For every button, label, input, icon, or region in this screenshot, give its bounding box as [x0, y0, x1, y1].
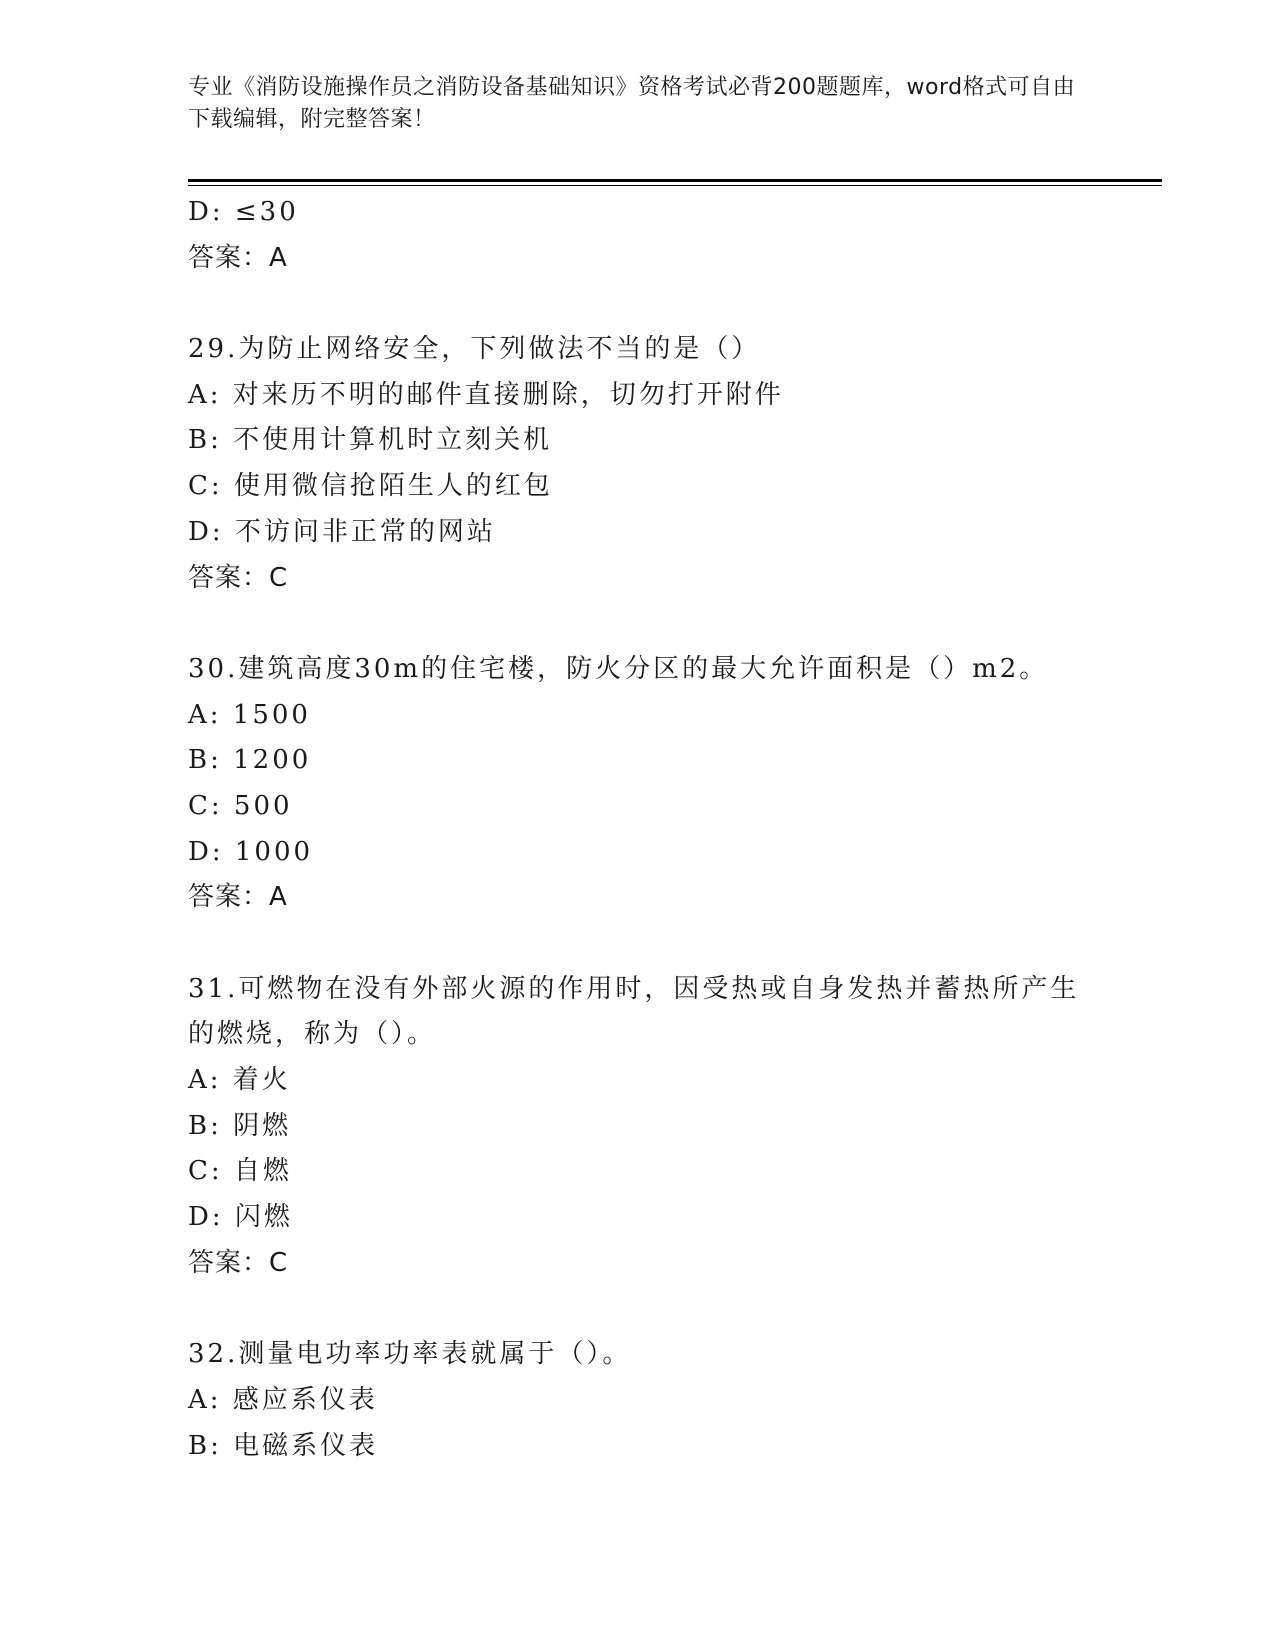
option-b: B: 阴燃: [188, 1110, 292, 1141]
lead-answer: 答案：A: [188, 242, 288, 273]
option-b: B: 1200: [188, 745, 312, 776]
option-a: A: 对来历不明的邮件直接删除，切勿打开附件: [188, 379, 784, 410]
question-stem: 30.建筑高度30m的住宅楼，防火分区的最大允许面积是（）m2。: [188, 653, 1049, 684]
option-a: A: 1500: [188, 699, 311, 730]
question-content: [188, 190, 1088, 1469]
question-stem: 32.测量电功率功率表就属于（）。: [188, 1339, 632, 1370]
lead-option-d: D: ≤30: [188, 197, 299, 227]
option-b: B: 电磁系仪表: [188, 1430, 379, 1461]
spacer: [188, 921, 1088, 967]
option-d: D: 不访问非正常的网站: [188, 516, 496, 547]
question-32: [188, 1332, 1088, 1469]
option-b: B: 不使用计算机时立刻关机: [188, 425, 553, 456]
answer: 答案：C: [188, 562, 289, 593]
header-divider-thick: [188, 179, 1162, 182]
option-d: D: 闪燃: [188, 1202, 293, 1233]
question-stem: 31.可燃物在没有外部火源的作用时，因受热或自身发热并蓄热所产生的燃烧，称为（）。: [188, 973, 1080, 1050]
document-title: 专业《消防设施操作员之消防设备基础知识》资格考试必背200题题库，word格式可自由下载编辑，附完整答案！: [188, 75, 1076, 132]
option-d: D: 1000: [188, 836, 314, 867]
option-c: C: 自燃: [188, 1156, 292, 1187]
question-30: [188, 647, 1088, 921]
header-divider-thin: [188, 185, 1162, 186]
spacer: [188, 281, 1088, 327]
spacer: [188, 1287, 1088, 1333]
option-a: A: 着火: [188, 1065, 291, 1096]
question-stem: 29.为防止网络安全，下列做法不当的是（）: [188, 334, 761, 365]
option-c: C: 使用微信抢陌生人的红包: [188, 471, 553, 502]
question-29: [188, 327, 1088, 601]
option-a: A: 感应系仪表: [188, 1384, 378, 1415]
spacer: [188, 601, 1088, 647]
document-header: [188, 72, 1088, 136]
question-31: [188, 967, 1088, 1287]
option-c: C: 500: [188, 790, 293, 821]
answer: 答案：A: [188, 882, 288, 913]
answer: 答案：C: [188, 1247, 289, 1278]
